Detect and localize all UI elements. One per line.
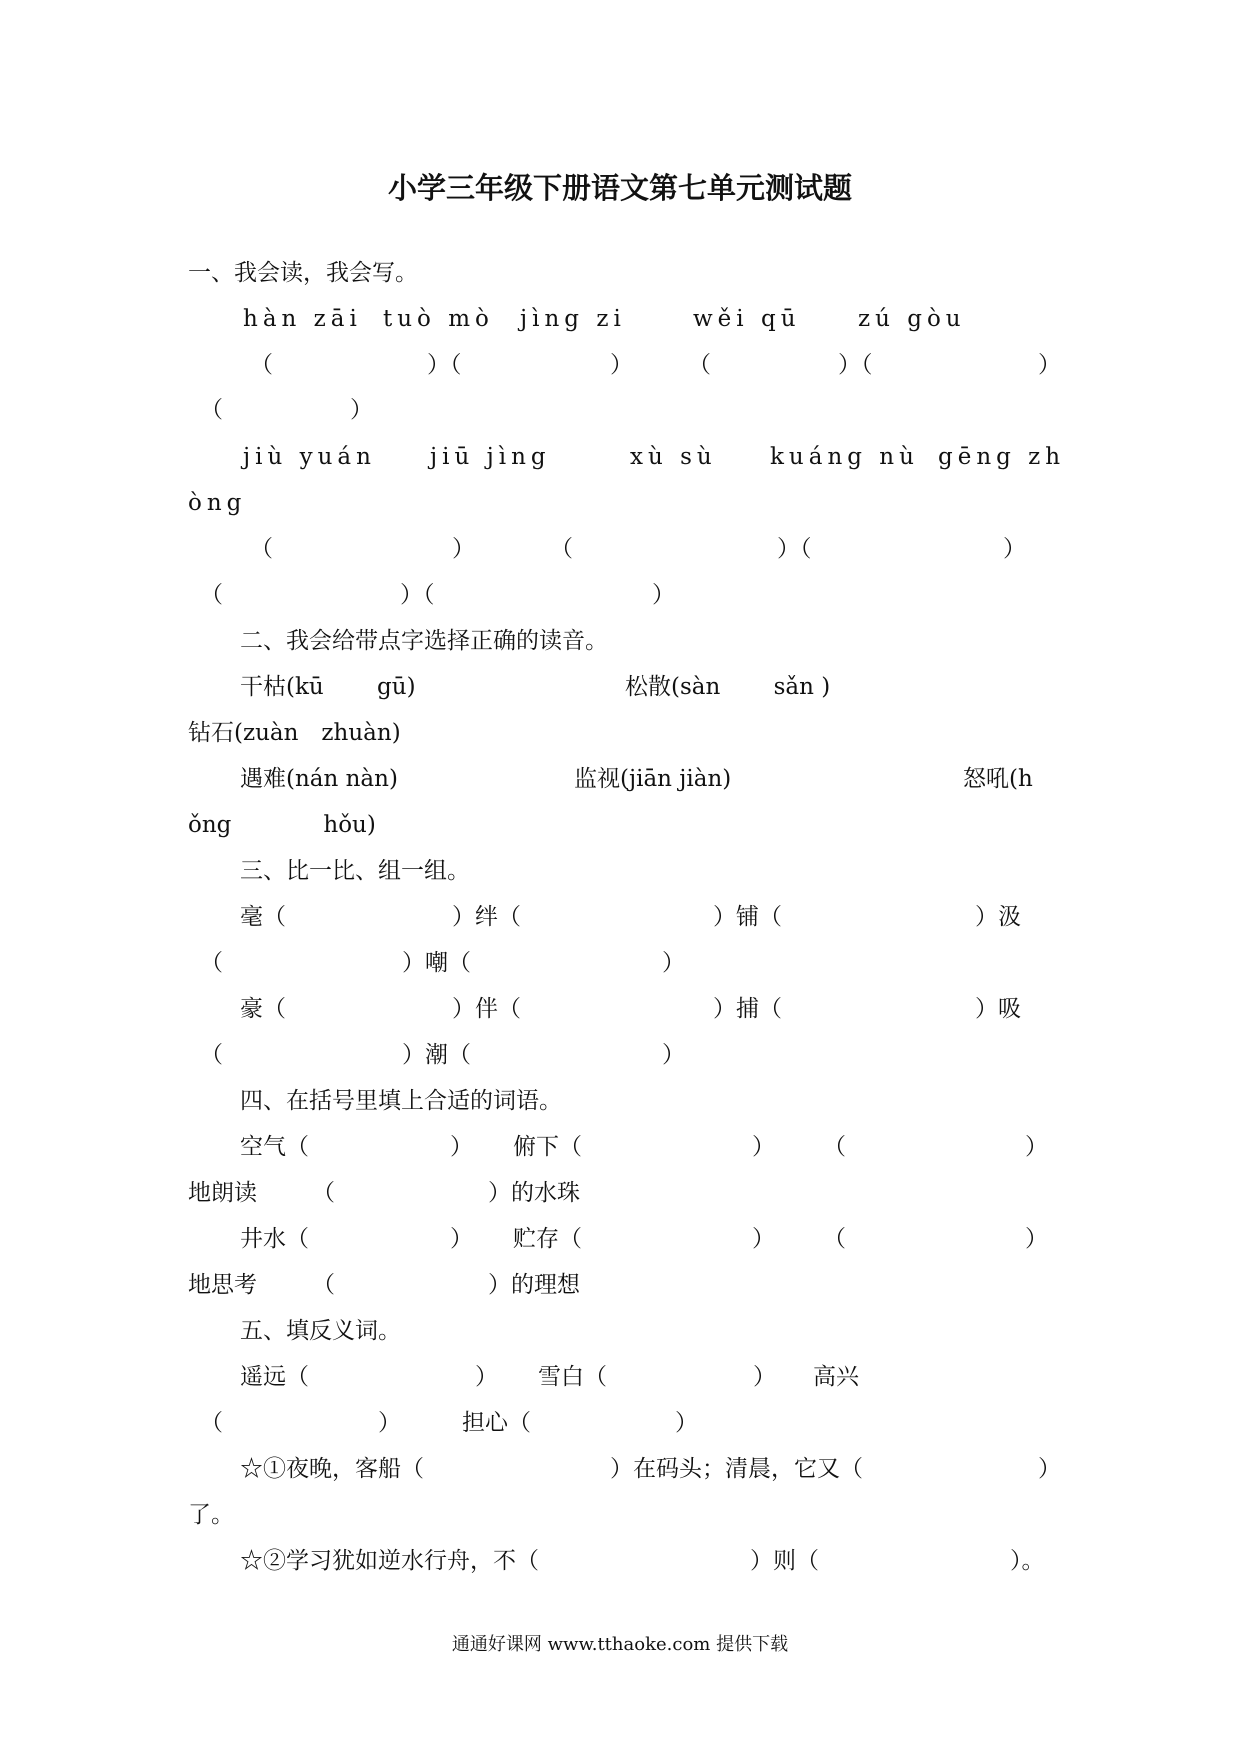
page-title: 小学三年级下册语文第七单元测试题	[387, 171, 852, 205]
answer-blank[interactable]: ）	[350, 397, 373, 423]
fill-item: 空气（	[240, 1134, 309, 1160]
compare-item: （	[200, 950, 223, 976]
reading-item-2: 松散(sàn sǎn )	[625, 674, 831, 700]
antonym-item: ）	[475, 1364, 498, 1390]
antonym-item: 雪白（	[538, 1364, 607, 1390]
compare-item: ）	[662, 950, 685, 976]
fill-item: ）	[1025, 1134, 1048, 1160]
reading-item-6-wrap: ǒng hǒu)	[188, 812, 376, 838]
reading-item-5: 监视(jiān jiàn)	[574, 766, 732, 792]
sentence-1-wrap: 了。	[188, 1502, 234, 1528]
answer-blank[interactable]: （	[550, 536, 573, 562]
compare-item: （	[200, 1042, 223, 1068]
answer-blank[interactable]: （	[250, 352, 273, 378]
fill-item: ）	[1025, 1226, 1048, 1252]
answer-blank[interactable]: ）	[652, 582, 675, 608]
compare-item: ）汲	[975, 904, 1021, 930]
sentence-1: ☆①夜晚，客船（	[240, 1456, 424, 1482]
fill-item: 俯下（	[513, 1134, 582, 1160]
sentence-1: ）在码头；清晨，它又（	[610, 1456, 863, 1482]
pinyin-6: jiù yuán	[243, 444, 376, 470]
reading-item-6: 怒吼(h	[963, 766, 1033, 792]
answer-blank[interactable]: ）	[610, 352, 633, 378]
fill-item: ）	[752, 1134, 775, 1160]
pinyin-10: gēng zh	[938, 444, 1066, 470]
answer-blank[interactable]: （	[200, 397, 223, 423]
compare-item: 豪（	[240, 996, 286, 1022]
answer-blank[interactable]: ）（	[400, 582, 435, 608]
antonym-item: ）	[378, 1410, 401, 1436]
fill-item: （	[312, 1272, 335, 1298]
antonym-item: （	[200, 1410, 223, 1436]
antonym-item: 担心（	[462, 1410, 531, 1436]
fill-item: 贮存（	[513, 1226, 582, 1252]
compare-item: ）绊（	[452, 904, 521, 930]
reading-item-1: 干枯(kū gū)	[240, 674, 416, 700]
fill-item: （	[823, 1134, 846, 1160]
answer-blank[interactable]: ）（	[777, 536, 812, 562]
answer-blank[interactable]: ）	[1003, 536, 1026, 562]
fill-item: ）	[450, 1134, 473, 1160]
section-5-heading: 五、填反义词。	[240, 1318, 401, 1344]
section-4-heading: 四、在括号里填上合适的词语。	[240, 1088, 562, 1114]
fill-item: （	[823, 1226, 846, 1252]
compare-item: ）伴（	[452, 996, 521, 1022]
pinyin-2: tuò mò	[383, 306, 494, 332]
antonym-item: ）	[675, 1410, 698, 1436]
fill-item: 地思考	[188, 1272, 257, 1298]
fill-item: 地朗读	[188, 1180, 257, 1206]
compare-item: ）吸	[975, 996, 1021, 1022]
compare-item: ）潮（	[402, 1042, 471, 1068]
pinyin-10-wrap: òng	[188, 490, 247, 516]
reading-item-4: 遇难(nán nàn)	[240, 766, 398, 792]
compare-item: ）捕（	[713, 996, 782, 1022]
pinyin-4: wěi qū	[693, 306, 801, 332]
compare-item: ）	[662, 1042, 685, 1068]
sentence-1: ）	[1038, 1456, 1061, 1482]
answer-blank[interactable]: （	[250, 536, 273, 562]
sentence-2: ）则（	[750, 1548, 819, 1574]
answer-blank[interactable]: （	[200, 582, 223, 608]
pinyin-1: hàn zāi	[243, 306, 362, 332]
pinyin-7: jiū jìng	[430, 444, 551, 470]
fill-item: ）	[450, 1226, 473, 1252]
answer-blank[interactable]: ）	[1038, 352, 1061, 378]
compare-item: ）嘲（	[402, 950, 471, 976]
answer-blank[interactable]: ）（	[838, 352, 873, 378]
page-footer: 通通好课网 www.tthaoke.com 提供下载	[451, 1634, 789, 1655]
fill-item: ）	[752, 1226, 775, 1252]
pinyin-3: jìng zi	[520, 306, 626, 332]
sentence-2: ）。	[1010, 1548, 1045, 1574]
reading-item-3: 钻石(zuàn zhuàn)	[188, 720, 401, 746]
fill-item: （	[312, 1180, 335, 1206]
section-1-heading: 一、我会读，我会写。	[188, 260, 418, 286]
answer-blank[interactable]: ）	[452, 536, 475, 562]
fill-item: ）的水珠	[488, 1180, 580, 1206]
pinyin-8: xù sù	[630, 444, 717, 470]
pinyin-5: zú gòu	[858, 306, 966, 332]
fill-item: ）的理想	[488, 1272, 580, 1298]
antonym-item: 遥远（	[240, 1364, 309, 1390]
antonym-item: 高兴	[813, 1364, 859, 1390]
compare-item: 毫（	[240, 904, 286, 930]
antonym-item: ）	[753, 1364, 776, 1390]
answer-blank[interactable]: ）（	[427, 352, 462, 378]
pinyin-9: kuáng nù	[770, 444, 919, 470]
compare-item: ）铺（	[713, 904, 782, 930]
sentence-2: ☆②学习犹如逆水行舟，不（	[240, 1548, 539, 1574]
section-2-heading: 二、我会给带点字选择正确的读音。	[240, 628, 608, 654]
section-3-heading: 三、比一比、组一组。	[240, 858, 470, 884]
answer-blank[interactable]: （	[688, 352, 711, 378]
fill-item: 井水（	[240, 1226, 309, 1252]
